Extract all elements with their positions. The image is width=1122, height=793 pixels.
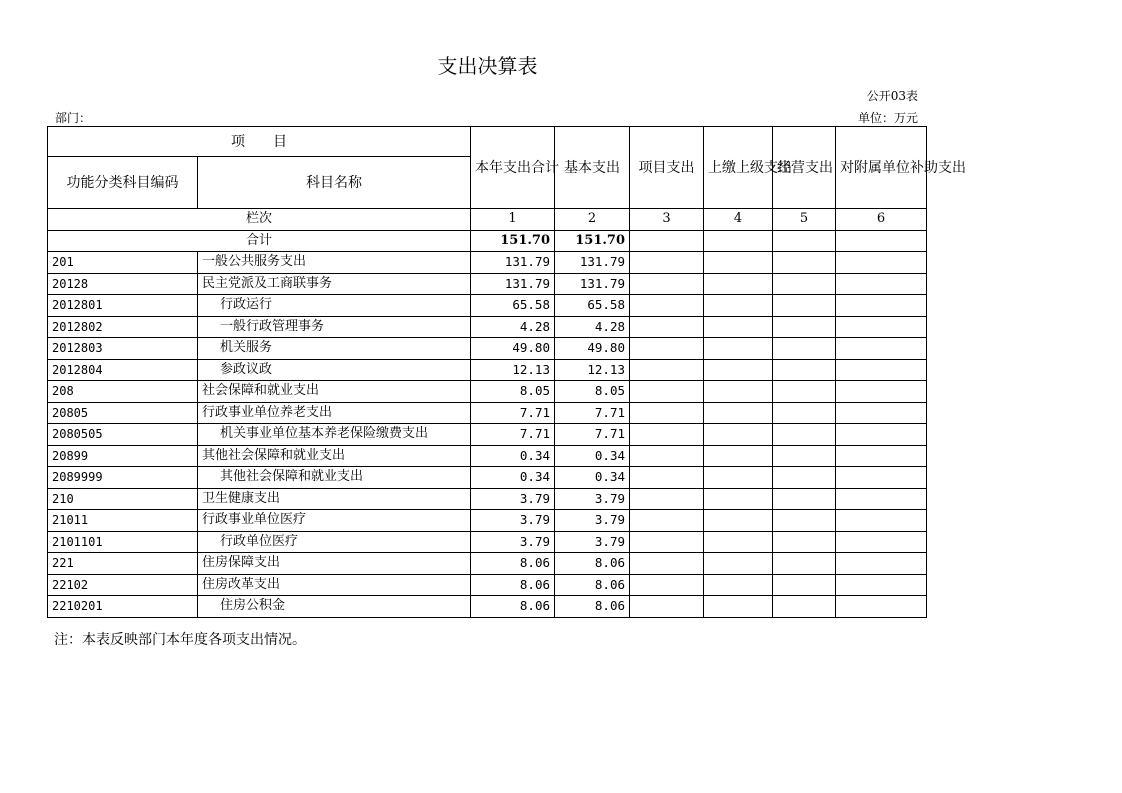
subject-name: 其他社会保障和就业支出 [198,445,471,467]
amount-project [630,252,704,274]
header-subject-name: 科目名称 [198,157,471,209]
amount-subsidy [836,338,927,360]
amount-business [773,295,836,317]
subject-code: 2089999 [48,467,198,489]
amount-basic: 8.05 [555,381,630,403]
amount-total: 131.79 [471,252,555,274]
amount-upper [704,424,773,446]
amount-upper [704,574,773,596]
subject-code: 221 [48,553,198,575]
amount-total: 8.06 [471,553,555,575]
amount-business [773,381,836,403]
amount-total: 7.71 [471,402,555,424]
amount-subsidy [836,252,927,274]
amount-upper [704,381,773,403]
amount-basic: 8.06 [555,574,630,596]
amount-subsidy [836,445,927,467]
subject-code: 2101101 [48,531,198,553]
amount-subsidy [836,424,927,446]
subject-code: 2012803 [48,338,198,360]
subject-code: 2012802 [48,316,198,338]
amount-upper [704,596,773,618]
header-func-code: 功能分类科目编码 [48,157,198,209]
amount-total: 8.06 [471,574,555,596]
subject-name: 一般行政管理事务 [198,316,471,338]
amount-business [773,467,836,489]
amount-basic: 49.80 [555,338,630,360]
table-row [48,295,927,317]
amount-total: 3.79 [471,488,555,510]
amount-business [773,531,836,553]
amount-subsidy [836,381,927,403]
table-row [48,252,927,274]
amount-basic: 3.79 [555,531,630,553]
amount-project [630,510,704,532]
amount-business [773,574,836,596]
amount-business [773,596,836,618]
amount-basic: 12.13 [555,359,630,381]
amount-total: 8.06 [471,596,555,618]
amount-total: 0.34 [471,467,555,489]
amount-total: 7.71 [471,424,555,446]
subject-name: 民主党派及工商联事务 [198,273,471,295]
amount-total: 0.34 [471,445,555,467]
table-row [48,402,927,424]
header-upper: 上缴上级支出 [704,127,773,209]
column-number-row [48,209,927,231]
amount-upper [704,252,773,274]
amount-basic: 65.58 [555,295,630,317]
amount-project [630,424,704,446]
amount-business [773,445,836,467]
subject-name: 行政事业单位养老支出 [198,402,471,424]
amount-basic: 0.34 [555,445,630,467]
subject-code: 21011 [48,510,198,532]
table-row [48,424,927,446]
amount-basic: 131.79 [555,252,630,274]
subject-name: 社会保障和就业支出 [198,381,471,403]
amount-basic: 0.34 [555,467,630,489]
column-number: 5 [773,209,836,231]
subject-code: 210 [48,488,198,510]
amount-project [630,488,704,510]
amount-upper [704,273,773,295]
amount-basic: 8.06 [555,596,630,618]
amount-subsidy [836,402,927,424]
table-row [48,273,927,295]
amount-business [773,553,836,575]
amount-project [630,359,704,381]
amount-total: 3.79 [471,510,555,532]
subject-code: 201 [48,252,198,274]
amount-total: 8.05 [471,381,555,403]
header-business: 经营支出 [773,127,836,209]
total-row [48,230,927,252]
amount-upper [704,510,773,532]
subject-code: 2210201 [48,596,198,618]
total-basic: 151.70 [555,230,630,252]
unit-label: 单位：万元 [857,111,918,125]
table-row [48,574,927,596]
amount-business [773,252,836,274]
subject-code: 2012801 [48,295,198,317]
column-number: 4 [704,209,773,231]
column-number: 6 [836,209,927,231]
header-basic: 基本支出 [555,127,630,209]
subject-name: 住房改革支出 [198,574,471,596]
amount-project [630,553,704,575]
amount-subsidy [836,510,927,532]
amount-upper [704,338,773,360]
amount-basic: 7.71 [555,402,630,424]
amount-upper [704,488,773,510]
amount-subsidy [836,273,927,295]
table-row [48,510,927,532]
subject-name: 一般公共服务支出 [198,252,471,274]
amount-basic: 131.79 [555,273,630,295]
amount-subsidy [836,574,927,596]
subject-name: 行政运行 [198,295,471,317]
subject-name: 住房保障支出 [198,553,471,575]
column-number: 2 [555,209,630,231]
amount-basic: 8.06 [555,553,630,575]
column-number: 1 [471,209,555,231]
page-title: 支出决算表 [437,54,538,78]
amount-upper [704,295,773,317]
amount-project [630,316,704,338]
amount-project [630,381,704,403]
amount-subsidy [836,467,927,489]
amount-total: 65.58 [471,295,555,317]
amount-business [773,510,836,532]
subject-code: 20805 [48,402,198,424]
amount-project [630,596,704,618]
amount-basic: 7.71 [555,424,630,446]
subject-name: 卫生健康支出 [198,488,471,510]
header-subsidy: 对附属单位补助支出 [836,127,927,209]
table-row [48,596,927,618]
amount-basic: 3.79 [555,488,630,510]
table-row [48,467,927,489]
table-row [48,359,927,381]
amount-project [630,295,704,317]
amount-project [630,338,704,360]
amount-business [773,402,836,424]
subject-code: 2080505 [48,424,198,446]
total-label: 合计 [48,230,471,252]
amount-upper [704,467,773,489]
table-row [48,445,927,467]
table-row [48,381,927,403]
amount-business [773,316,836,338]
subject-name: 机关服务 [198,338,471,360]
amount-total: 131.79 [471,273,555,295]
amount-total: 4.28 [471,316,555,338]
amount-total: 3.79 [471,531,555,553]
amount-project [630,273,704,295]
subject-name: 机关事业单位基本养老保险缴费支出 [198,424,471,446]
amount-project [630,574,704,596]
amount-subsidy [836,596,927,618]
amount-business [773,273,836,295]
amount-subsidy [836,316,927,338]
subject-code: 22102 [48,574,198,596]
subject-name: 行政单位医疗 [198,531,471,553]
amount-subsidy [836,553,927,575]
amount-project [630,467,704,489]
amount-project [630,531,704,553]
amount-business [773,359,836,381]
amount-project [630,402,704,424]
amount-upper [704,531,773,553]
table-row [48,338,927,360]
subject-name: 行政事业单位医疗 [198,510,471,532]
subject-code: 208 [48,381,198,403]
amount-total: 49.80 [471,338,555,360]
amount-upper [704,359,773,381]
amount-upper [704,402,773,424]
amount-business [773,424,836,446]
header-total: 本年支出合计 [471,127,555,209]
form-number: 公开03表 [866,89,918,103]
header-item: 项 目 [48,127,471,157]
subject-code: 20899 [48,445,198,467]
amount-basic: 3.79 [555,510,630,532]
amount-subsidy [836,359,927,381]
department-label: 部门： [55,111,92,125]
amount-total: 12.13 [471,359,555,381]
amount-basic: 4.28 [555,316,630,338]
table-row [48,488,927,510]
total-amount: 151.70 [471,230,555,252]
table-row [48,316,927,338]
subject-name: 住房公积金 [198,596,471,618]
expenditure-table [47,126,966,618]
subject-code: 20128 [48,273,198,295]
amount-upper [704,316,773,338]
table-row [48,531,927,553]
amount-upper [704,445,773,467]
amount-subsidy [836,488,927,510]
footnote: 注：本表反映部门本年度各项支出情况。 [54,632,306,648]
amount-business [773,338,836,360]
subject-name: 其他社会保障和就业支出 [198,467,471,489]
amount-project [630,445,704,467]
header-project: 项目支出 [630,127,704,209]
amount-subsidy [836,295,927,317]
amount-business [773,488,836,510]
subject-name: 参政议政 [198,359,471,381]
amount-subsidy [836,531,927,553]
table-row [48,553,927,575]
amount-upper [704,553,773,575]
column-number: 3 [630,209,704,231]
subject-code: 2012804 [48,359,198,381]
column-label: 栏次 [48,209,471,231]
